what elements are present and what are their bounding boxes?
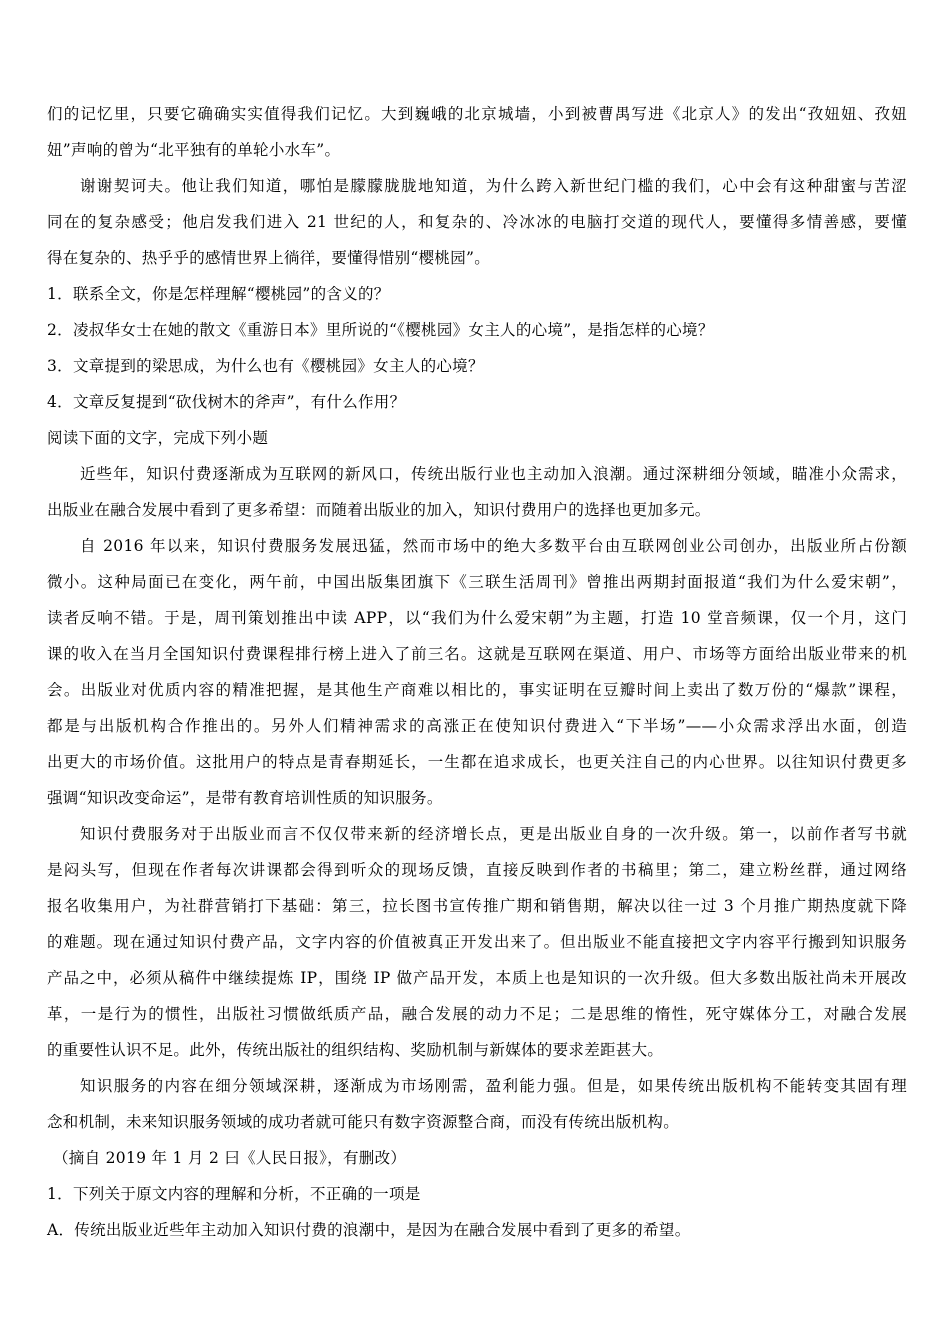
article-paragraph-3 [47,816,907,1068]
text-line: 的难题。现在通过知识付费产品，文字内容的价值被真正开发出来了。但出版业不能直接把文字内容平行搬到知识服务 [47,933,907,951]
passage-paragraph-2 [47,168,907,276]
text-line: 妞”声响的曾为“北平独有的单轮小水车”。 [47,141,341,159]
question-list-1 [47,276,907,420]
text-line: 是闷头写，但现在作者每次讲课都会得到听众的现场反馈，直接反映到作者的书稿里；第二，建立粉丝群，通过网络 [47,861,907,879]
text-line: 自 2016 年以来，知识付费服务发展迅猛，然而市场中的绝大多数平台由互联网创业公司创办，出版业所占份额 [80,537,907,555]
text-line: 读者反响不错。于是，周刊策划推出中读 APP，以“我们为什么爱宋朝”为主题，打造 10 堂音频课，仅一个月，这门 [47,609,907,627]
text-line: 们的记忆里，只要它确确实实值得我们记忆。大到巍峨的北京城墙，小到被曹禺写进《北京人》的发出“孜妞妞、孜妞 [47,105,907,123]
question-item: 1．联系全文，你是怎样理解“樱桃园”的含义的？ [47,285,390,303]
question-item: 4．文章反复提到“砍伐树木的斧声”，有什么作用？ [47,393,406,411]
text-line: 的重要性认识不足。此外，传统出版社的组织结构、奖励机制与新媒体的要求差距甚大。 [47,1041,664,1059]
text-line: 微小。这种局面已在变化，两午前，中国出版集团旗下《三联生活周刊》曾推出两期封面报道“我们为什么爱宋朝”， [47,573,907,591]
question-list-2 [47,1176,907,1248]
question-item: 2．凌叔华女士在她的散文《重游日本》里所说的“《樱桃园》女主人的心境”，是指怎样的心境？ [47,321,714,339]
text-line: 课的收入在当月全国知识付费课程排行榜上进入了前三名。这就是互联网在渠道、用户、市场等方面给出版业带来的机 [47,645,907,663]
text-line: 同在的复杂感受；他启发我们进入 21 世纪的人，和复杂的、冷冰冰的电脑打交道的现代人，要懂得多情善感，要懂 [47,213,907,231]
text-line: 谢谢契诃夫。他让我们知道，哪怕是朦朦胧胧地知道，为什么跨入新世纪门槛的我们，心中会有这种甜蜜与苦涩 [80,177,907,195]
article-paragraph-2 [47,528,907,816]
answer-option: A．传统出版业近些年主动加入知识付费的浪潮中，是因为在融合发展中看到了更多的希望。 [47,1221,691,1239]
reading-instruction: 阅读下面的文字，完成下列小题 [47,429,269,447]
text-line: 都是与出版机构合作推出的。另外人们精神需求的高涨正在使知识付费进入“下半场”——小众需求浮出水面，创造 [47,717,907,735]
text-line: 革，一是行为的惯性，出版社习惯做纸质产品，融合发展的动力不足；二是思维的惰性，死守媒体分工，对融合发展 [47,1005,907,1023]
text-line: 念和机制，未来知识服务领域的成功者就可能只有数字资源整合商，而没有传统出版机构。 [47,1113,680,1131]
article-source: （摘自 2019 年 1 月 2 曰《人民日报》，有删改） [53,1149,407,1167]
text-line: 报名收集用户，为社群营销打下基础：第三，拉长图书宣传推广期和销售期，解决以往一过 3 个月推广期热度就下降 [47,897,907,915]
text-line: 出更大的市场价值。这批用户的特点是青春期延长，一生都在追求成长，也更关注自己的内心世界。以往知识付费更多 [47,753,907,771]
text-line: 近些年，知识付费逐渐成为互联网的新风口，传统出版行业也主动加入浪潮。通过深耕细分领域，瞄准小众需求， [80,465,907,483]
article-paragraph-1 [47,456,907,528]
question-item: 3．文章提到的梁思成，为什么也有《樱桃园》女主人的心境？ [47,357,484,375]
document-page [47,96,907,1248]
passage-paragraph-1 [47,96,907,168]
question-item: 1．下列关于原文内容的理解和分析，不正确的一项是 [47,1185,421,1203]
text-line: 会。出版业对优质内容的精准把握，是其他生产商难以相比的，事实证明在豆瓣时间上卖出了数万份的“爆款”课程， [47,681,907,699]
text-line: 得在复杂的、热乎乎的感情世界上徜徉，要懂得惜别“樱桃园”。 [47,249,491,267]
text-line: 产品之中，必须从稿件中继续提炼 IP，围绕 IP 做产品开发，本质上也是知识的一次升级。但大多数出版社尚未开展改 [47,969,907,987]
text-line: 知识服务的内容在细分领域深耕，逐渐成为市场刚需，盈利能力强。但是，如果传统出版机构不能转变其固有理 [80,1077,907,1095]
text-line: 强调“知识改变命运”，是带有教育培训性质的知识服务。 [47,789,443,807]
text-line: 知识付费服务对于出版业而言不仅仅带来新的经济增长点，更是出版业自身的一次升级。第一，以前作者写书就 [80,825,907,843]
text-line: 出版业在融合发展中看到了更多希望：而随着出版业的加入，知识付费用户的选择也更加多元。 [47,501,711,519]
article-paragraph-4 [47,1068,907,1140]
